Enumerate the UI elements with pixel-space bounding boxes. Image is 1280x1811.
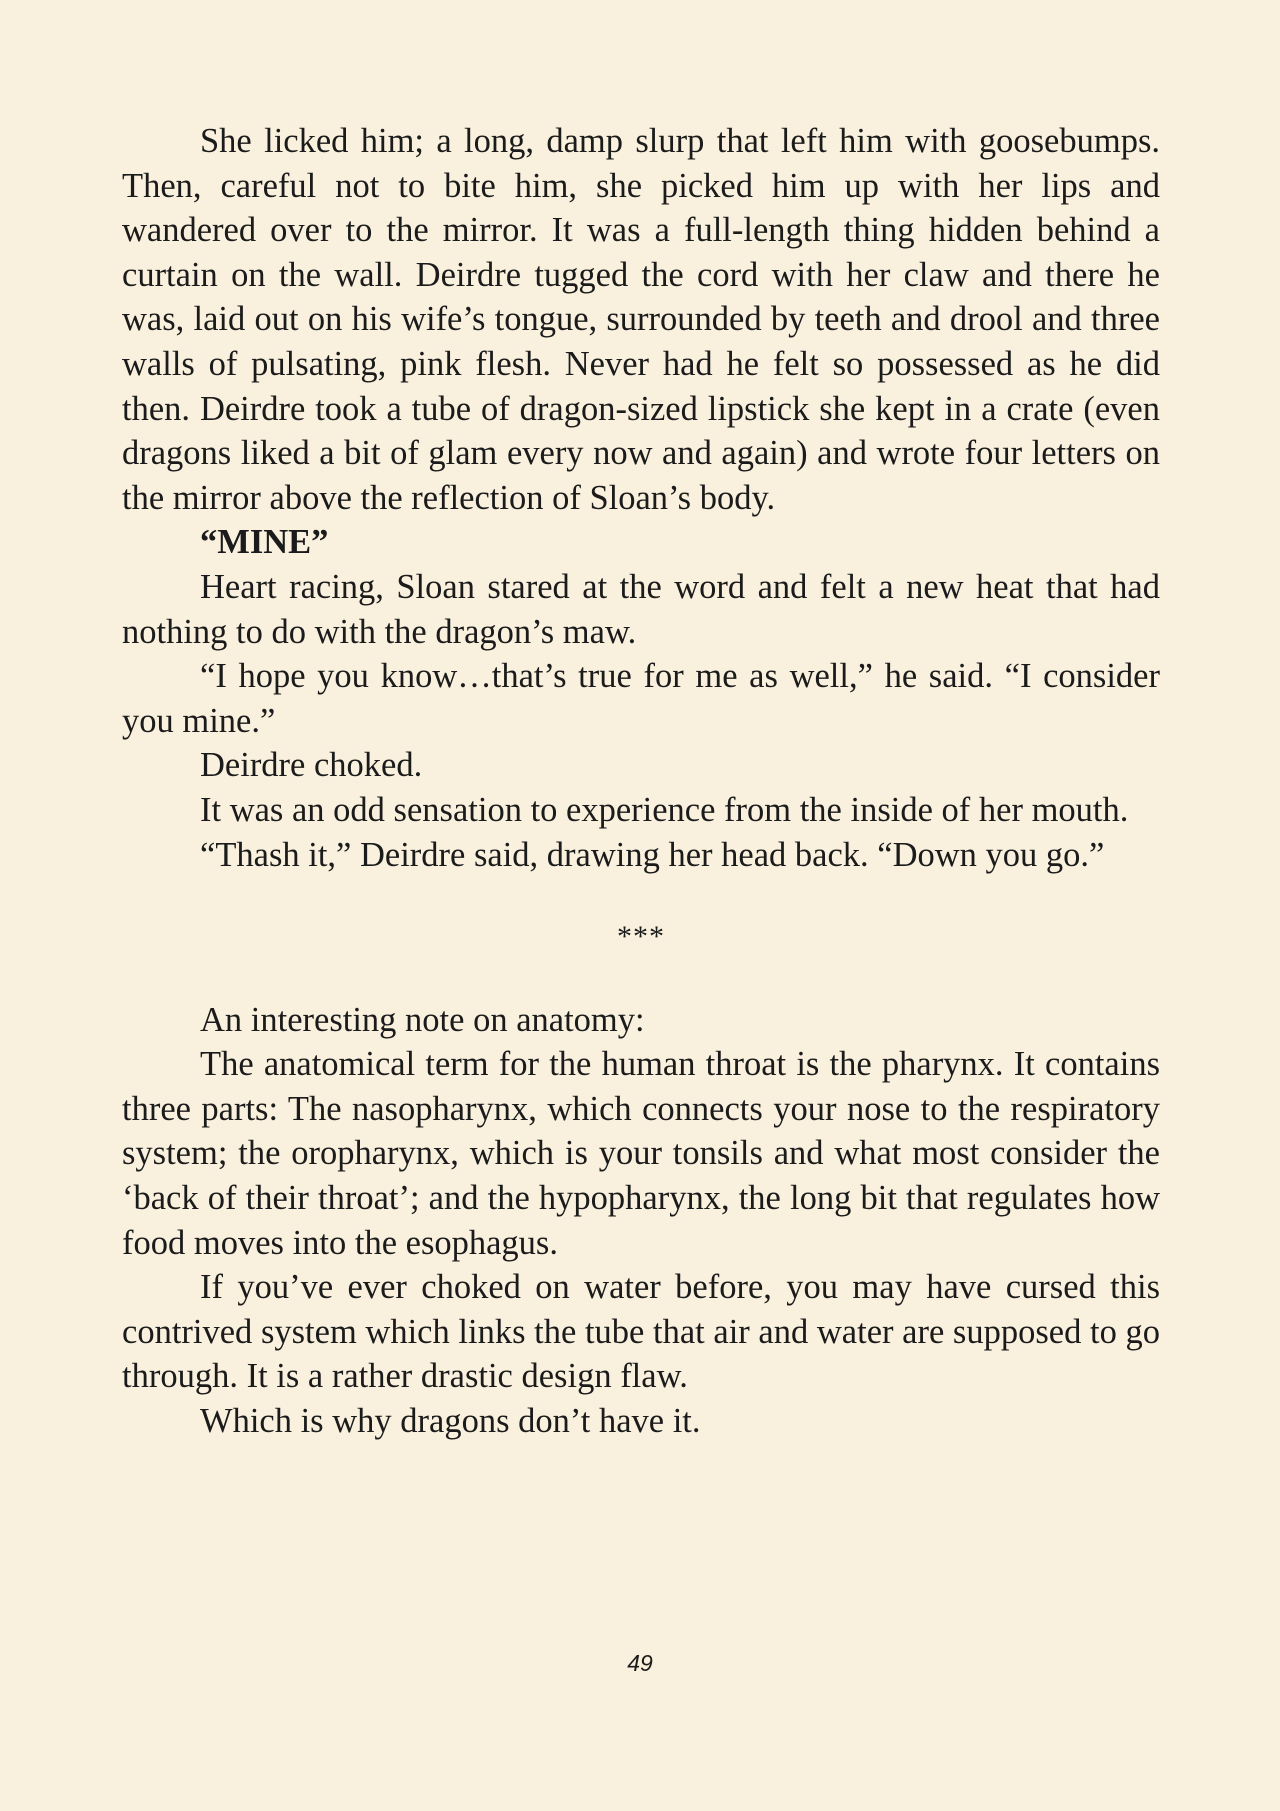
paragraph: An interesting note on anatomy: — [200, 1000, 645, 1039]
paragraph: It was an odd sensation to experience from the inside of her mouth. — [200, 790, 1129, 829]
paragraph: “I hope you know…that’s true for me as well,” he said. “I consider you mine.” — [122, 657, 1160, 740]
paragraph: Which is why dragons don’t have it. — [200, 1402, 701, 1441]
paragraph: “Thash it,” Deirdre said, drawing her head back. “Down you go.” — [200, 835, 1105, 874]
page-body — [122, 119, 1160, 1444]
paragraph: Heart racing, Sloan stared at the word and felt a new heat that had nothing to do with the dragon’s maw. — [122, 567, 1160, 651]
page-number: 49 — [627, 1650, 653, 1676]
paragraph: The anatomical term for the human throat is the pharynx. It contains three parts: The nasopharynx, which connects your nose to the respiratory system; the oropharynx, which is your tonsils and what most consider the ‘back of their throat’; and the hypopharynx, the long bit that regulates how food moves into the esophagus. — [122, 1045, 1160, 1262]
paragraph: Deirdre choked. — [200, 746, 423, 785]
section-separator: *** — [617, 920, 665, 954]
paragraph: If you’ve ever choked on water before, you may have cursed this contrived system which links the tube that air and water are supposed to go through. It is a rather drastic design flaw. — [122, 1268, 1160, 1396]
paragraph: She licked him; a long, damp slurp that left him with goosebumps. Then, careful not to bite him, she picked him up with her lips and wandered over to the mirror. It was a full-length thing hidden behind a curtain on the wall. Deirdre tugged the cord with her claw and there he was, laid out on his wife’s tongue, surrounded by teeth and drool and three walls of pulsating, pink flesh. Never had he felt so possessed as he did then. Deirdre took a tube of dragon-sized lipstick she kept in a crate (even dragons liked a bit of glam every now and again) and wrote four letters on the mirror above the reflection of Sloan’s body. — [122, 122, 1160, 517]
emphasis-word: “MINE” — [200, 523, 329, 562]
